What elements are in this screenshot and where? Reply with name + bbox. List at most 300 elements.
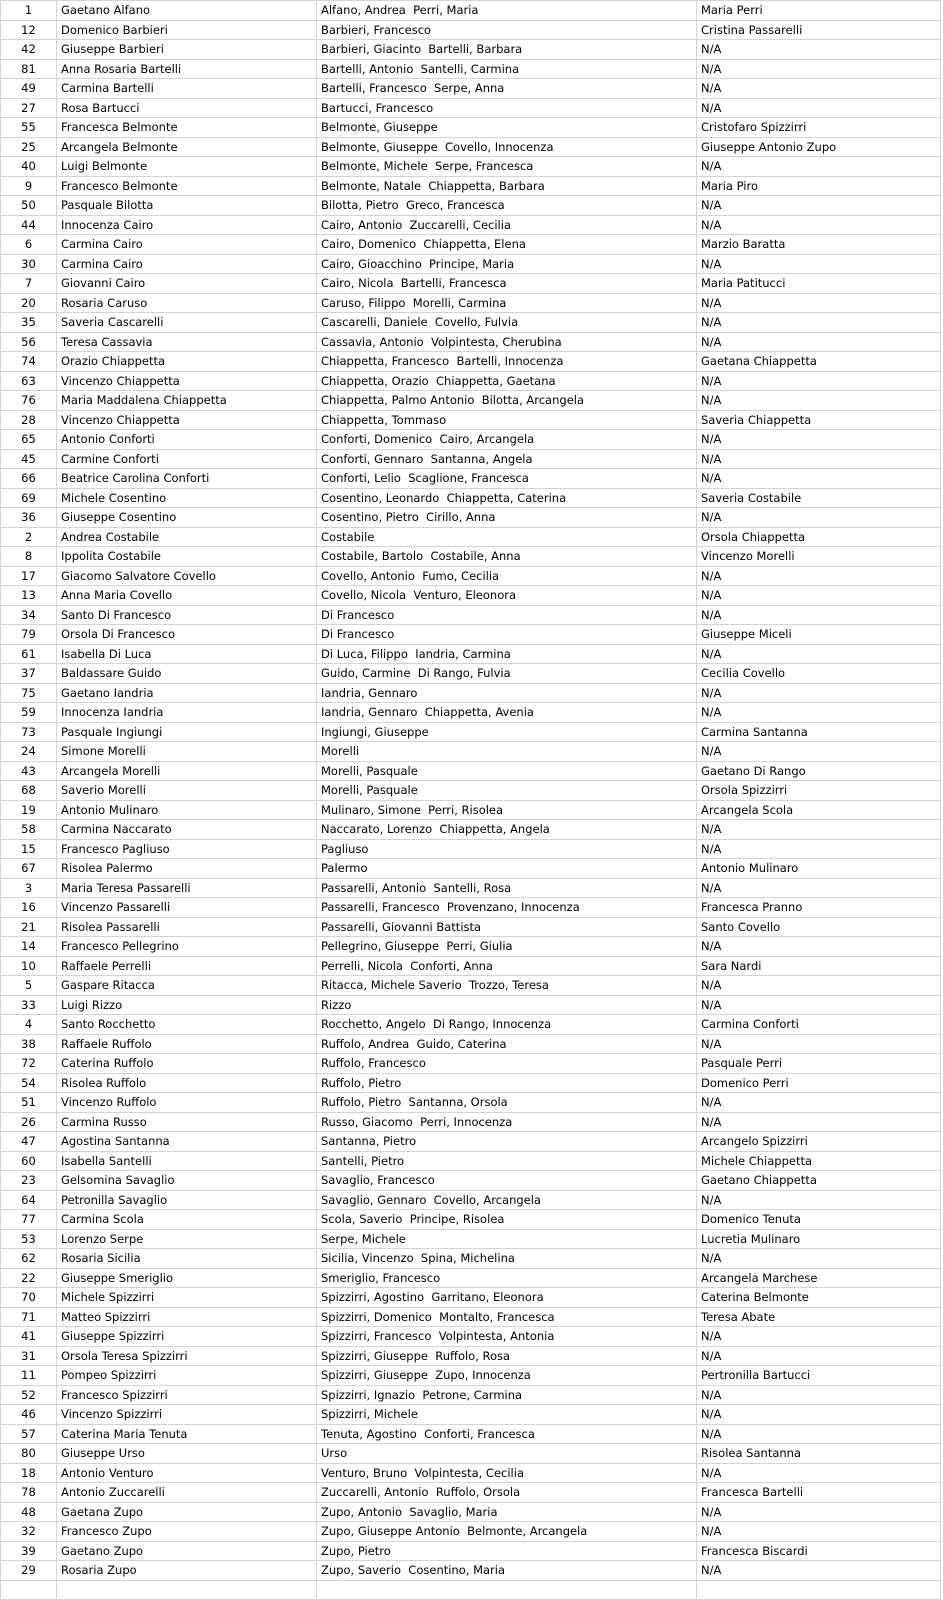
spouse-cell[interactable]: Domenico Perri xyxy=(697,1073,941,1093)
name-cell[interactable]: Vincenzo Chiappetta xyxy=(57,371,317,391)
parents-cell[interactable]: Bartucci, Francesco xyxy=(317,98,697,118)
parents-cell[interactable]: Belmonte, Natale Chiappetta, Barbara xyxy=(317,176,697,196)
spouse-cell[interactable]: Arcangelo Spizzirri xyxy=(697,1132,941,1152)
id-cell[interactable]: 16 xyxy=(1,898,57,918)
name-cell[interactable]: Petronilla Savaglio xyxy=(57,1190,317,1210)
id-cell[interactable]: 42 xyxy=(1,40,57,60)
parents-cell[interactable]: Conforti, Gennaro Santanna, Angela xyxy=(317,449,697,469)
id-cell[interactable]: 11 xyxy=(1,1366,57,1386)
spouse-cell[interactable]: N/A xyxy=(697,566,941,586)
id-cell[interactable]: 56 xyxy=(1,332,57,352)
spouse-cell[interactable]: N/A xyxy=(697,937,941,957)
parents-cell[interactable]: Di Francesco xyxy=(317,625,697,645)
id-cell[interactable]: 50 xyxy=(1,196,57,216)
name-cell[interactable]: Carmina Scola xyxy=(57,1210,317,1230)
name-cell[interactable]: Carmina Bartelli xyxy=(57,79,317,99)
id-cell[interactable]: 59 xyxy=(1,703,57,723)
parents-cell[interactable]: Spizzirri, Agostino Garritano, Eleonora xyxy=(317,1288,697,1308)
parents-cell[interactable]: Belmonte, Michele Serpe, Francesca xyxy=(317,157,697,177)
id-cell[interactable]: 1 xyxy=(1,1,57,21)
spouse-cell[interactable]: N/A xyxy=(697,157,941,177)
spouse-cell[interactable]: N/A xyxy=(697,1405,941,1425)
parents-cell[interactable]: Palermo xyxy=(317,859,697,879)
id-cell[interactable]: 62 xyxy=(1,1249,57,1269)
id-cell[interactable]: 23 xyxy=(1,1171,57,1191)
name-cell[interactable]: Rosaria Sicilia xyxy=(57,1249,317,1269)
parents-cell[interactable]: Ruffolo, Pietro xyxy=(317,1073,697,1093)
name-cell[interactable]: Carmina Russo xyxy=(57,1112,317,1132)
name-cell[interactable]: Pasquale Bilotta xyxy=(57,196,317,216)
spouse-cell[interactable]: N/A xyxy=(697,1522,941,1542)
parents-cell[interactable]: Costabile, Bartolo Costabile, Anna xyxy=(317,547,697,567)
spouse-cell[interactable]: Carmina Conforti xyxy=(697,1015,941,1035)
name-cell[interactable]: Pasquale Ingiungi xyxy=(57,722,317,742)
parents-cell[interactable]: Cassavia, Antonio Volpintesta, Cherubina xyxy=(317,332,697,352)
spouse-cell[interactable]: N/A xyxy=(697,196,941,216)
name-cell[interactable]: Saveria Cascarelli xyxy=(57,313,317,333)
name-cell[interactable]: Carmine Conforti xyxy=(57,449,317,469)
parents-cell[interactable]: Bartelli, Antonio Santelli, Carmina xyxy=(317,59,697,79)
parents-cell[interactable]: Zupo, Pietro xyxy=(317,1541,697,1561)
name-cell[interactable]: Gaspare Ritacca xyxy=(57,976,317,996)
parents-cell[interactable]: Santanna, Pietro xyxy=(317,1132,697,1152)
spouse-cell[interactable]: N/A xyxy=(697,839,941,859)
name-cell[interactable]: Risolea Palermo xyxy=(57,859,317,879)
name-cell[interactable]: Gaetana Zupo xyxy=(57,1502,317,1522)
parents-cell[interactable]: Spizzirri, Michele xyxy=(317,1405,697,1425)
id-cell[interactable]: 71 xyxy=(1,1307,57,1327)
id-cell[interactable]: 20 xyxy=(1,293,57,313)
parents-cell[interactable]: Cosentino, Leonardo Chiappetta, Caterina xyxy=(317,488,697,508)
name-cell[interactable]: Vincenzo Passarelli xyxy=(57,898,317,918)
spouse-cell[interactable] xyxy=(697,1580,941,1600)
id-cell[interactable]: 5 xyxy=(1,976,57,996)
id-cell[interactable]: 40 xyxy=(1,157,57,177)
parents-cell[interactable]: Morelli, Pasquale xyxy=(317,761,697,781)
name-cell[interactable]: Antonio Mulinaro xyxy=(57,800,317,820)
spouse-cell[interactable]: N/A xyxy=(697,1190,941,1210)
name-cell[interactable]: Arcangela Morelli xyxy=(57,761,317,781)
name-cell[interactable]: Michele Spizzirri xyxy=(57,1288,317,1308)
name-cell[interactable]: Innocenza Iandria xyxy=(57,703,317,723)
spouse-cell[interactable]: N/A xyxy=(697,644,941,664)
spouse-cell[interactable]: Orsola Spizzirri xyxy=(697,781,941,801)
spouse-cell[interactable]: N/A xyxy=(697,1327,941,1347)
spouse-cell[interactable]: Maria Perri xyxy=(697,1,941,21)
spouse-cell[interactable]: N/A xyxy=(697,820,941,840)
spouse-cell[interactable]: Maria Patitucci xyxy=(697,274,941,294)
parents-cell[interactable]: Spizzirri, Francesco Volpintesta, Antonia xyxy=(317,1327,697,1347)
id-cell[interactable]: 22 xyxy=(1,1268,57,1288)
name-cell[interactable]: Baldassare Guido xyxy=(57,664,317,684)
id-cell[interactable]: 41 xyxy=(1,1327,57,1347)
spouse-cell[interactable]: Saveria Chiappetta xyxy=(697,410,941,430)
name-cell[interactable]: Teresa Cassavia xyxy=(57,332,317,352)
spouse-cell[interactable]: Teresa Abate xyxy=(697,1307,941,1327)
name-cell[interactable]: Antonio Conforti xyxy=(57,430,317,450)
id-cell[interactable]: 45 xyxy=(1,449,57,469)
spouse-cell[interactable]: Saveria Costabile xyxy=(697,488,941,508)
spouse-cell[interactable]: N/A xyxy=(697,1463,941,1483)
parents-cell[interactable]: Morelli, Pasquale xyxy=(317,781,697,801)
parents-cell[interactable]: Perrelli, Nicola Conforti, Anna xyxy=(317,956,697,976)
id-cell[interactable]: 39 xyxy=(1,1541,57,1561)
parents-cell[interactable]: Savaglio, Gennaro Covello, Arcangela xyxy=(317,1190,697,1210)
spouse-cell[interactable]: N/A xyxy=(697,1112,941,1132)
name-cell[interactable]: Gaetano Iandria xyxy=(57,683,317,703)
spouse-cell[interactable]: N/A xyxy=(697,98,941,118)
id-cell[interactable]: 37 xyxy=(1,664,57,684)
id-cell[interactable]: 78 xyxy=(1,1483,57,1503)
name-cell[interactable]: Gaetano Alfano xyxy=(57,1,317,21)
spouse-cell[interactable]: N/A xyxy=(697,1561,941,1581)
spouse-cell[interactable]: N/A xyxy=(697,430,941,450)
id-cell[interactable]: 63 xyxy=(1,371,57,391)
spouse-cell[interactable]: Michele Chiappetta xyxy=(697,1151,941,1171)
spouse-cell[interactable]: N/A xyxy=(697,1424,941,1444)
name-cell[interactable]: Isabella Santelli xyxy=(57,1151,317,1171)
name-cell[interactable]: Francesca Belmonte xyxy=(57,118,317,138)
id-cell[interactable]: 6 xyxy=(1,235,57,255)
id-cell[interactable]: 14 xyxy=(1,937,57,957)
name-cell[interactable]: Risolea Ruffolo xyxy=(57,1073,317,1093)
spouse-cell[interactable]: Gaetano Chiappetta xyxy=(697,1171,941,1191)
parents-cell[interactable]: Barbieri, Giacinto Bartelli, Barbara xyxy=(317,40,697,60)
spouse-cell[interactable]: Gaetano Di Rango xyxy=(697,761,941,781)
id-cell[interactable]: 55 xyxy=(1,118,57,138)
name-cell[interactable]: Raffaele Perrelli xyxy=(57,956,317,976)
name-cell[interactable]: Giacomo Salvatore Covello xyxy=(57,566,317,586)
id-cell[interactable]: 46 xyxy=(1,1405,57,1425)
parents-cell[interactable]: Smeriglio, Francesco xyxy=(317,1268,697,1288)
spouse-cell[interactable]: Antonio Mulinaro xyxy=(697,859,941,879)
name-cell[interactable]: Caterina Ruffolo xyxy=(57,1054,317,1074)
name-cell[interactable]: Rosaria Caruso xyxy=(57,293,317,313)
id-cell[interactable]: 35 xyxy=(1,313,57,333)
parents-cell[interactable]: Sicilia, Vincenzo Spina, Michelina xyxy=(317,1249,697,1269)
id-cell[interactable]: 65 xyxy=(1,430,57,450)
id-cell[interactable]: 24 xyxy=(1,742,57,762)
spouse-cell[interactable]: N/A xyxy=(697,976,941,996)
name-cell[interactable]: Maria Teresa Passarelli xyxy=(57,878,317,898)
id-cell[interactable]: 18 xyxy=(1,1463,57,1483)
id-cell[interactable]: 26 xyxy=(1,1112,57,1132)
parents-cell[interactable]: Santelli, Pietro xyxy=(317,1151,697,1171)
spouse-cell[interactable]: N/A xyxy=(697,215,941,235)
spouse-cell[interactable]: N/A xyxy=(697,391,941,411)
parents-cell[interactable]: Alfano, Andrea Perri, Maria xyxy=(317,1,697,21)
spouse-cell[interactable]: N/A xyxy=(697,703,941,723)
parents-cell[interactable]: Di Luca, Filippo Iandria, Carmina xyxy=(317,644,697,664)
spouse-cell[interactable]: Marzio Baratta xyxy=(697,235,941,255)
name-cell[interactable]: Orsola Teresa Spizzirri xyxy=(57,1346,317,1366)
id-cell[interactable]: 53 xyxy=(1,1229,57,1249)
id-cell[interactable]: 31 xyxy=(1,1346,57,1366)
parents-cell[interactable]: Spizzirri, Ignazio Petrone, Carmina xyxy=(317,1385,697,1405)
spouse-cell[interactable]: N/A xyxy=(697,995,941,1015)
name-cell[interactable]: Carmina Cairo xyxy=(57,254,317,274)
spouse-cell[interactable]: N/A xyxy=(697,683,941,703)
spouse-cell[interactable]: N/A xyxy=(697,1249,941,1269)
parents-cell[interactable]: Spizzirri, Giuseppe Zupo, Innocenza xyxy=(317,1366,697,1386)
name-cell[interactable]: Rosaria Zupo xyxy=(57,1561,317,1581)
spouse-cell[interactable]: Orsola Chiappetta xyxy=(697,527,941,547)
parents-cell[interactable]: Cairo, Domenico Chiappetta, Elena xyxy=(317,235,697,255)
parents-cell[interactable]: Scola, Saverio Principe, Risolea xyxy=(317,1210,697,1230)
parents-cell[interactable]: Ingiungi, Giuseppe xyxy=(317,722,697,742)
id-cell[interactable]: 8 xyxy=(1,547,57,567)
name-cell[interactable]: Francesco Spizzirri xyxy=(57,1385,317,1405)
name-cell[interactable]: Giovanni Cairo xyxy=(57,274,317,294)
spouse-cell[interactable]: N/A xyxy=(697,605,941,625)
parents-cell[interactable]: Guido, Carmine Di Rango, Fulvia xyxy=(317,664,697,684)
name-cell[interactable]: Risolea Passarelli xyxy=(57,917,317,937)
name-cell[interactable]: Pompeo Spizzirri xyxy=(57,1366,317,1386)
spouse-cell[interactable]: N/A xyxy=(697,449,941,469)
id-cell[interactable]: 30 xyxy=(1,254,57,274)
id-cell[interactable]: 17 xyxy=(1,566,57,586)
spouse-cell[interactable]: N/A xyxy=(697,1502,941,1522)
parents-cell[interactable]: Tenuta, Agostino Conforti, Francesca xyxy=(317,1424,697,1444)
id-cell[interactable]: 48 xyxy=(1,1502,57,1522)
id-cell[interactable]: 15 xyxy=(1,839,57,859)
spouse-cell[interactable]: N/A xyxy=(697,254,941,274)
parents-cell[interactable]: Rizzo xyxy=(317,995,697,1015)
id-cell[interactable]: 52 xyxy=(1,1385,57,1405)
name-cell[interactable]: Saverio Morelli xyxy=(57,781,317,801)
id-cell[interactable]: 76 xyxy=(1,391,57,411)
parents-cell[interactable]: Conforti, Lelio Scaglione, Francesca xyxy=(317,469,697,489)
id-cell[interactable]: 74 xyxy=(1,352,57,372)
spouse-cell[interactable]: Gaetana Chiappetta xyxy=(697,352,941,372)
name-cell[interactable]: Ippolita Costabile xyxy=(57,547,317,567)
id-cell[interactable]: 44 xyxy=(1,215,57,235)
parents-cell[interactable]: Serpe, Michele xyxy=(317,1229,697,1249)
spouse-cell[interactable]: Vincenzo Morelli xyxy=(697,547,941,567)
name-cell[interactable]: Rosa Bartucci xyxy=(57,98,317,118)
parents-cell[interactable]: Caruso, Filippo Morelli, Carmina xyxy=(317,293,697,313)
id-cell[interactable]: 64 xyxy=(1,1190,57,1210)
name-cell[interactable]: Santo Di Francesco xyxy=(57,605,317,625)
id-cell[interactable]: 68 xyxy=(1,781,57,801)
spouse-cell[interactable]: Giuseppe Miceli xyxy=(697,625,941,645)
name-cell[interactable]: Gaetano Zupo xyxy=(57,1541,317,1561)
spouse-cell[interactable]: N/A xyxy=(697,59,941,79)
parents-cell[interactable]: Rocchetto, Angelo Di Rango, Innocenza xyxy=(317,1015,697,1035)
id-cell[interactable]: 3 xyxy=(1,878,57,898)
spouse-cell[interactable]: Giuseppe Antonio Zupo xyxy=(697,137,941,157)
parents-cell[interactable]: Russo, Giacomo Perri, Innocenza xyxy=(317,1112,697,1132)
spouse-cell[interactable]: N/A xyxy=(697,371,941,391)
id-cell[interactable]: 66 xyxy=(1,469,57,489)
spouse-cell[interactable]: N/A xyxy=(697,79,941,99)
parents-cell[interactable]: Chiappetta, Tommaso xyxy=(317,410,697,430)
id-cell[interactable]: 43 xyxy=(1,761,57,781)
parents-cell[interactable]: Passarelli, Giovanni Battista xyxy=(317,917,697,937)
spouse-cell[interactable]: Maria Piro xyxy=(697,176,941,196)
spouse-cell[interactable]: Arcangela Marchese xyxy=(697,1268,941,1288)
name-cell[interactable]: Giuseppe Cosentino xyxy=(57,508,317,528)
parents-cell[interactable]: Savaglio, Francesco xyxy=(317,1171,697,1191)
spouse-cell[interactable]: N/A xyxy=(697,508,941,528)
name-cell[interactable]: Carmina Cairo xyxy=(57,235,317,255)
parents-cell[interactable]: Cosentino, Pietro Cirillo, Anna xyxy=(317,508,697,528)
spouse-cell[interactable]: N/A xyxy=(697,40,941,60)
id-cell[interactable]: 77 xyxy=(1,1210,57,1230)
parents-cell[interactable]: Bartelli, Francesco Serpe, Anna xyxy=(317,79,697,99)
parents-cell[interactable]: Covello, Nicola Venturo, Eleonora xyxy=(317,586,697,606)
parents-cell[interactable]: Ruffolo, Francesco xyxy=(317,1054,697,1074)
id-cell[interactable]: 61 xyxy=(1,644,57,664)
name-cell[interactable]: Giuseppe Spizzirri xyxy=(57,1327,317,1347)
spouse-cell[interactable]: Pertronilla Bartucci xyxy=(697,1366,941,1386)
parents-cell[interactable]: Cascarelli, Daniele Covello, Fulvia xyxy=(317,313,697,333)
spouse-cell[interactable]: Francesca Pranno xyxy=(697,898,941,918)
name-cell[interactable]: Vincenzo Ruffolo xyxy=(57,1093,317,1113)
parents-cell[interactable]: Cairo, Antonio Zuccarelli, Cecilia xyxy=(317,215,697,235)
spouse-cell[interactable]: Pasquale Perri xyxy=(697,1054,941,1074)
parents-cell[interactable]: Chiappetta, Orazio Chiappetta, Gaetana xyxy=(317,371,697,391)
id-cell[interactable]: 13 xyxy=(1,586,57,606)
spouse-cell[interactable]: N/A xyxy=(697,293,941,313)
id-cell[interactable]: 21 xyxy=(1,917,57,937)
id-cell[interactable]: 29 xyxy=(1,1561,57,1581)
name-cell[interactable]: Vincenzo Chiappetta xyxy=(57,410,317,430)
parents-cell[interactable]: Mulinaro, Simone Perri, Risolea xyxy=(317,800,697,820)
parents-cell[interactable]: Covello, Antonio Fumo, Cecilia xyxy=(317,566,697,586)
parents-cell[interactable]: Ruffolo, Andrea Guido, Caterina xyxy=(317,1034,697,1054)
name-cell[interactable]: Andrea Costabile xyxy=(57,527,317,547)
name-cell[interactable]: Domenico Barbieri xyxy=(57,20,317,40)
name-cell[interactable]: Raffaele Ruffolo xyxy=(57,1034,317,1054)
id-cell[interactable]: 58 xyxy=(1,820,57,840)
parents-cell[interactable]: Passarelli, Antonio Santelli, Rosa xyxy=(317,878,697,898)
parents-cell[interactable]: Zupo, Saverio Cosentino, Maria xyxy=(317,1561,697,1581)
name-cell[interactable]: Francesco Pagliuso xyxy=(57,839,317,859)
name-cell[interactable]: Luigi Rizzo xyxy=(57,995,317,1015)
id-cell[interactable] xyxy=(1,1580,57,1600)
id-cell[interactable]: 2 xyxy=(1,527,57,547)
name-cell[interactable]: Francesco Pellegrino xyxy=(57,937,317,957)
name-cell[interactable]: Agostina Santanna xyxy=(57,1132,317,1152)
name-cell[interactable]: Giuseppe Smeriglio xyxy=(57,1268,317,1288)
id-cell[interactable]: 36 xyxy=(1,508,57,528)
id-cell[interactable]: 4 xyxy=(1,1015,57,1035)
parents-cell[interactable]: Chiappetta, Francesco Bartelli, Innocenza xyxy=(317,352,697,372)
name-cell[interactable]: Lorenzo Serpe xyxy=(57,1229,317,1249)
parents-cell[interactable]: Passarelli, Francesco Provenzano, Innocenza xyxy=(317,898,697,918)
parents-cell[interactable]: Pagliuso xyxy=(317,839,697,859)
spouse-cell[interactable]: N/A xyxy=(697,878,941,898)
name-cell[interactable]: Gelsomina Savaglio xyxy=(57,1171,317,1191)
id-cell[interactable]: 72 xyxy=(1,1054,57,1074)
parents-cell[interactable]: Belmonte, Giuseppe Covello, Innocenza xyxy=(317,137,697,157)
id-cell[interactable]: 80 xyxy=(1,1444,57,1464)
id-cell[interactable]: 81 xyxy=(1,59,57,79)
parents-cell[interactable]: Di Francesco xyxy=(317,605,697,625)
id-cell[interactable]: 51 xyxy=(1,1093,57,1113)
name-cell[interactable]: Isabella Di Luca xyxy=(57,644,317,664)
name-cell[interactable]: Matteo Spizzirri xyxy=(57,1307,317,1327)
name-cell[interactable]: Orazio Chiappetta xyxy=(57,352,317,372)
parents-cell[interactable]: Cairo, Nicola Bartelli, Francesca xyxy=(317,274,697,294)
id-cell[interactable]: 70 xyxy=(1,1288,57,1308)
parents-cell[interactable]: Conforti, Domenico Cairo, Arcangela xyxy=(317,430,697,450)
parents-cell[interactable]: Zupo, Giuseppe Antonio Belmonte, Arcangela xyxy=(317,1522,697,1542)
parents-cell[interactable]: Iandria, Gennaro xyxy=(317,683,697,703)
id-cell[interactable]: 7 xyxy=(1,274,57,294)
name-cell[interactable]: Antonio Venturo xyxy=(57,1463,317,1483)
id-cell[interactable]: 34 xyxy=(1,605,57,625)
spouse-cell[interactable]: N/A xyxy=(697,586,941,606)
id-cell[interactable]: 79 xyxy=(1,625,57,645)
name-cell[interactable]: Beatrice Carolina Conforti xyxy=(57,469,317,489)
name-cell[interactable]: Innocenza Cairo xyxy=(57,215,317,235)
id-cell[interactable]: 60 xyxy=(1,1151,57,1171)
spouse-cell[interactable]: Risolea Santanna xyxy=(697,1444,941,1464)
name-cell[interactable]: Luigi Belmonte xyxy=(57,157,317,177)
spouse-cell[interactable]: Cristofaro Spizzirri xyxy=(697,118,941,138)
name-cell[interactable]: Arcangela Belmonte xyxy=(57,137,317,157)
id-cell[interactable]: 67 xyxy=(1,859,57,879)
spouse-cell[interactable]: Caterina Belmonte xyxy=(697,1288,941,1308)
spouse-cell[interactable]: Francesca Bartelli xyxy=(697,1483,941,1503)
name-cell[interactable]: Francesco Zupo xyxy=(57,1522,317,1542)
parents-cell[interactable]: Pellegrino, Giuseppe Perri, Giulia xyxy=(317,937,697,957)
id-cell[interactable]: 75 xyxy=(1,683,57,703)
spouse-cell[interactable]: N/A xyxy=(697,1034,941,1054)
id-cell[interactable]: 9 xyxy=(1,176,57,196)
name-cell[interactable]: Santo Rocchetto xyxy=(57,1015,317,1035)
id-cell[interactable]: 10 xyxy=(1,956,57,976)
parents-cell[interactable]: Naccarato, Lorenzo Chiappetta, Angela xyxy=(317,820,697,840)
id-cell[interactable]: 33 xyxy=(1,995,57,1015)
parents-cell[interactable]: Morelli xyxy=(317,742,697,762)
spouse-cell[interactable]: Santo Covello xyxy=(697,917,941,937)
parents-cell[interactable]: Ritacca, Michele Saverio Trozzo, Teresa xyxy=(317,976,697,996)
parents-cell[interactable]: Barbieri, Francesco xyxy=(317,20,697,40)
parents-cell[interactable]: Chiappetta, Palmo Antonio Bilotta, Arcangela xyxy=(317,391,697,411)
parents-cell[interactable]: Venturo, Bruno Volpintesta, Cecilia xyxy=(317,1463,697,1483)
parents-cell[interactable]: Belmonte, Giuseppe xyxy=(317,118,697,138)
id-cell[interactable]: 28 xyxy=(1,410,57,430)
id-cell[interactable]: 73 xyxy=(1,722,57,742)
spouse-cell[interactable]: N/A xyxy=(697,1346,941,1366)
spouse-cell[interactable]: N/A xyxy=(697,1093,941,1113)
id-cell[interactable]: 32 xyxy=(1,1522,57,1542)
name-cell[interactable]: Caterina Maria Tenuta xyxy=(57,1424,317,1444)
parents-cell[interactable]: Zupo, Antonio Savaglio, Maria xyxy=(317,1502,697,1522)
spouse-cell[interactable]: Cristina Passarelli xyxy=(697,20,941,40)
parents-cell[interactable]: Iandria, Gennaro Chiappetta, Avenia xyxy=(317,703,697,723)
spouse-cell[interactable]: Cecilia Covello xyxy=(697,664,941,684)
name-cell[interactable]: Vincenzo Spizzirri xyxy=(57,1405,317,1425)
name-cell[interactable]: Antonio Zuccarelli xyxy=(57,1483,317,1503)
name-cell[interactable] xyxy=(57,1580,317,1600)
spouse-cell[interactable]: Francesca Biscardi xyxy=(697,1541,941,1561)
spouse-cell[interactable]: Arcangela Scola xyxy=(697,800,941,820)
name-cell[interactable]: Orsola Di Francesco xyxy=(57,625,317,645)
spouse-cell[interactable]: N/A xyxy=(697,469,941,489)
parents-cell[interactable]: Zuccarelli, Antonio Ruffolo, Orsola xyxy=(317,1483,697,1503)
spouse-cell[interactable]: Sara Nardi xyxy=(697,956,941,976)
name-cell[interactable]: Michele Cosentino xyxy=(57,488,317,508)
spouse-cell[interactable]: N/A xyxy=(697,313,941,333)
spouse-cell[interactable]: Carmina Santanna xyxy=(697,722,941,742)
id-cell[interactable]: 69 xyxy=(1,488,57,508)
name-cell[interactable]: Anna Rosaria Bartelli xyxy=(57,59,317,79)
id-cell[interactable]: 47 xyxy=(1,1132,57,1152)
